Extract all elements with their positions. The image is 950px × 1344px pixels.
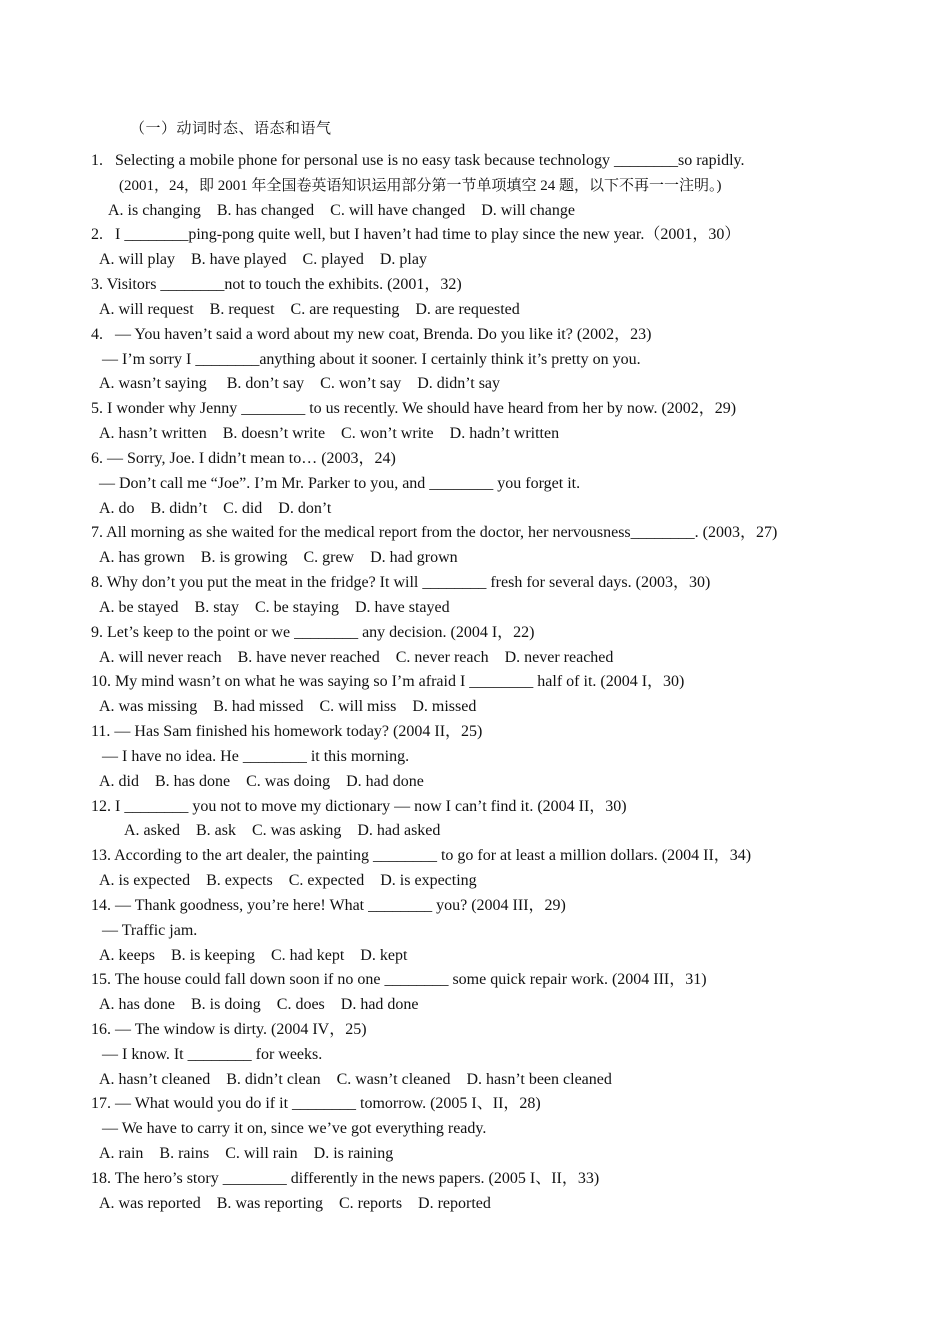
dialogue-reply: — I have no idea. He ________ it this morning.: [102, 747, 410, 765]
answer-options: A. hasn’t written B. doesn’t write C. won’t write D. hadn’t written: [99, 425, 560, 443]
dialogue-reply: — I’m sorry I ________anything about it sooner. I certainly think it’s pretty on you.: [102, 350, 641, 368]
question-stem: 14. — Thank goodness, you’re here! What ________ you? (2004 III，29): [91, 896, 566, 914]
answer-options: A. is changing B. has changed C. will have changed D. will change: [108, 201, 575, 219]
dialogue-reply: — Traffic jam.: [102, 921, 198, 939]
answer-options: A. do B. didn’t C. did D. don’t: [99, 499, 332, 517]
answer-options: A. was reported B. was reporting C. reports D. reported: [99, 1194, 491, 1212]
answer-options: A. was missing B. had missed C. will miss D. missed: [99, 698, 477, 716]
question-stem: 13. According to the art dealer, the painting ________ to go for at least a million dollars. (2004 II，34): [91, 847, 752, 865]
answer-options: A. has grown B. is growing C. grew D. had grown: [99, 549, 458, 567]
question-stem: 8. Why don’t you put the meat in the fridge? It will ________ fresh for several days. (2003，30): [91, 574, 711, 592]
question-stem: 17. — What would you do if it ________ tomorrow. (2005 I、II，28): [91, 1095, 541, 1113]
section-title: （一）动词时态、语态和语气: [130, 119, 332, 137]
answer-options: A. will never reach B. have never reached C. never reach D. never reached: [99, 648, 614, 666]
question-stem: 6. — Sorry, Joe. I didn’t mean to… (2003，24): [91, 449, 396, 467]
answer-options: A. is expected B. expects C. expected D. is expecting: [99, 872, 477, 890]
answer-options: A. will request B. request C. are requesting D. are requested: [99, 300, 520, 318]
answer-options: A. be stayed B. stay C. be staying D. have stayed: [99, 598, 450, 616]
question-stem: 18. The hero’s story ________ differently in the news papers. (2005 I、II，33): [91, 1169, 600, 1187]
question-stem: 10. My mind wasn’t on what he was saying so I’m afraid I ________ half of it. (2004 I，30): [91, 673, 685, 691]
question-stem: 12. I ________ you not to move my dictionary — now I can’t find it. (2004 II，30): [91, 797, 627, 815]
question-stem: 3. Visitors ________not to touch the exhibits. (2001，32): [91, 276, 462, 294]
source-note: (2001，24，即 2001 年全国卷英语知识运用部分第一节单项填空 24 题，以下不再一一注明。): [119, 177, 722, 194]
question-stem: 16. — The window is dirty. (2004 IV，25): [91, 1020, 367, 1038]
answer-options: A. keeps B. is keeping C. had kept D. kept: [99, 946, 408, 964]
dialogue-reply: — We have to carry it on, since we’ve got everything ready.: [102, 1120, 487, 1138]
question-stem: 1. Selecting a mobile phone for personal use is no easy task because technology ________so rapidly.: [91, 152, 745, 169]
dialogue-reply: — I know. It ________ for weeks.: [102, 1045, 323, 1063]
answer-options: — Don’t call me “Joe”. I’m Mr. Parker to you, and ________ you forget it.: [99, 474, 581, 492]
answer-options: A. rain B. rains C. will rain D. is raining: [99, 1145, 394, 1163]
question-stem: 11. — Has Sam finished his homework today? (2004 II，25): [91, 723, 483, 741]
question-stem: 2. I ________ping-pong quite well, but I haven’t had time to play since the new year.（2001，30）: [91, 226, 741, 244]
answer-options: A. did B. has done C. was doing D. had done: [99, 772, 424, 790]
question-list: [0, 149, 950, 1217]
question-stem: 4. — You haven’t said a word about my new coat, Brenda. Do you like it? (2002，23): [91, 325, 652, 343]
answer-options: A. asked B. ask C. was asking D. had asked: [124, 822, 441, 840]
answer-options: A. has done B. is doing C. does D. had done: [99, 996, 419, 1014]
question-stem: 15. The house could fall down soon if no one ________ some quick repair work. (2004 III，31): [91, 971, 707, 989]
question-stem: 5. I wonder why Jenny ________ to us recently. We should have heard from her by now. (2002，29): [91, 400, 737, 418]
answer-options: A. wasn’t saying B. don’t say C. won’t say D. didn’t say: [99, 375, 501, 393]
question-stem: 9. Let’s keep to the point or we ________ any decision. (2004 I，22): [91, 623, 535, 641]
answer-options: A. hasn’t cleaned B. didn’t clean C. wasn’t cleaned D. hasn’t been cleaned: [99, 1070, 612, 1088]
answer-options: A. will play B. have played C. played D. play: [99, 251, 427, 269]
question-stem: 7. All morning as she waited for the medical report from the doctor, her nervousness________. (2003，27): [91, 524, 778, 542]
